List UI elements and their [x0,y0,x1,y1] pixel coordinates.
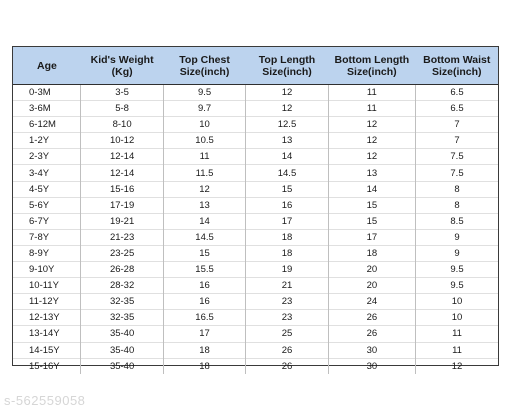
bottom-length-cell: 15 [328,197,415,213]
top-chest-cell: 18 [163,342,245,358]
top-length-cell: 12 [246,85,328,101]
bottom-length-cell: 11 [328,85,415,101]
age-cell: 8-9Y [13,245,81,261]
age-cell: 7-8Y [13,229,81,245]
bottom-waist-cell: 7 [416,133,499,149]
top-chest-cell: 12 [163,181,245,197]
weight-cell: 17-19 [81,197,163,213]
top-chest-cell: 11 [163,149,245,165]
bottom-waist-cell: 9.5 [416,278,499,294]
bottom-length-cell: 11 [328,101,415,117]
top-chest-cell: 18 [163,358,245,374]
weight-cell: 15-16 [81,181,163,197]
weight-cell: 32-35 [81,310,163,326]
age-cell: 13-14Y [13,326,81,342]
bottom-waist-cell: 7.5 [416,165,499,181]
bottom-waist-cell: 9.5 [416,262,499,278]
weight-cell: 5-8 [81,101,163,117]
bottom-length-cell: 30 [328,358,415,374]
age-cell: 11-12Y [13,294,81,310]
bottom-waist-cell: 8 [416,181,499,197]
weight-cell: 35-40 [81,342,163,358]
weight-cell: 12-14 [81,149,163,165]
top-chest-cell: 15.5 [163,262,245,278]
table-body [13,85,498,374]
weight-cell: 8-10 [81,117,163,133]
header-top-chest: Top Chest Size(inch) [163,47,245,85]
table-row [13,278,498,294]
weight-cell: 26-28 [81,262,163,278]
table-row [13,342,498,358]
bottom-waist-cell: 11 [416,342,499,358]
table-header [13,47,498,85]
top-chest-cell: 16.5 [163,310,245,326]
table-row [13,101,498,117]
bottom-length-cell: 12 [328,133,415,149]
watermark-text: s-562559058 [4,393,86,408]
bottom-length-cell: 20 [328,262,415,278]
top-chest-cell: 10.5 [163,133,245,149]
weight-cell: 32-35 [81,294,163,310]
bottom-length-cell: 24 [328,294,415,310]
top-length-cell: 19 [246,262,328,278]
table-row [13,358,498,374]
age-cell: 5-6Y [13,197,81,213]
top-length-cell: 26 [246,342,328,358]
weight-cell: 10-12 [81,133,163,149]
table-row [13,181,498,197]
top-chest-cell: 10 [163,117,245,133]
table-row [13,326,498,342]
bottom-length-cell: 20 [328,278,415,294]
weight-cell: 3-5 [81,85,163,101]
age-cell: 14-15Y [13,342,81,358]
age-cell: 12-13Y [13,310,81,326]
age-cell: 3-6M [13,101,81,117]
bottom-length-cell: 13 [328,165,415,181]
header-age: Age [13,47,81,85]
table-row [13,149,498,165]
age-cell: 6-7Y [13,213,81,229]
top-chest-cell: 16 [163,294,245,310]
table-row [13,85,498,101]
bottom-waist-cell: 8.5 [416,213,499,229]
bottom-waist-cell: 12 [416,358,499,374]
bottom-waist-cell: 6.5 [450,87,464,99]
weight-cell: 28-32 [81,278,163,294]
top-chest-cell: 16 [163,278,245,294]
bottom-length-cell: 26 [328,326,415,342]
top-length-cell: 21 [246,278,328,294]
age-cell: 3-4Y [13,165,81,181]
top-chest-cell: 15 [163,245,245,261]
bottom-length-cell: 12 [328,117,415,133]
table-row [13,245,498,261]
weight-cell: 35-40 [81,358,163,374]
age-cell: 10-11Y [13,278,81,294]
weight-cell: 19-21 [81,213,163,229]
top-chest-cell: 11.5 [163,165,245,181]
top-length-cell: 18 [246,245,328,261]
top-chest-cell: 14 [163,213,245,229]
bottom-waist-cell: 7 [416,117,499,133]
age-cell: 1-2Y [13,133,81,149]
age-cell: 15-16Y [13,358,81,374]
top-chest-cell: 9.7 [163,101,245,117]
top-length-cell: 18 [246,229,328,245]
top-chest-cell: 9.5 [163,85,245,101]
bottom-length-cell: 26 [328,310,415,326]
top-length-cell: 12 [246,101,328,117]
table-row [13,133,498,149]
age-cell: 0-3M [13,85,81,101]
top-length-cell: 12.5 [246,117,328,133]
bottom-length-cell: 18 [328,245,415,261]
top-length-cell: 25 [246,326,328,342]
bottom-waist-cell: 8 [416,197,499,213]
age-cell: 4-5Y [13,181,81,197]
table-row [13,197,498,213]
header-kids-weight: Kid's Weight (Kg) [81,47,163,85]
bottom-waist-cell: 10 [416,294,499,310]
size-table [13,47,498,374]
header-row [13,47,498,85]
top-chest-cell: 14.5 [163,229,245,245]
weight-cell: 12-14 [81,165,163,181]
weight-cell: 35-40 [81,326,163,342]
header-bottom-waist: Bottom Waist Size(inch) [416,47,499,85]
bottom-length-cell: 30 [328,342,415,358]
header-top-length: Top Length Size(inch) [246,47,328,85]
table-row [13,262,498,278]
top-length-cell: 13 [246,133,328,149]
weight-cell: 21-23 [81,229,163,245]
age-cell: 2-3Y [13,149,81,165]
bottom-length-cell: 17 [328,229,415,245]
bottom-waist-cell: 10 [416,310,499,326]
bottom-length-cell: 14 [328,181,415,197]
age-cell: 6-12M [13,117,81,133]
top-length-cell: 15 [246,181,328,197]
bottom-length-cell: 12 [328,149,415,165]
bottom-waist-cell: 7.5 [416,149,499,165]
top-length-cell: 14 [246,149,328,165]
bottom-waist-cell: 11 [416,326,499,342]
size-chart [12,46,499,372]
table-row [13,229,498,245]
bottom-waist-cell: 9 [416,245,499,261]
header-bottom-length: Bottom Length Size(inch) [328,47,415,85]
bottom-length-cell: 15 [328,213,415,229]
table-row [13,294,498,310]
table-row [13,117,498,133]
top-length-cell: 16 [246,197,328,213]
top-length-cell: 26 [246,358,328,374]
table-row [13,213,498,229]
top-length-cell: 14.5 [246,165,328,181]
top-length-cell: 23 [246,294,328,310]
top-length-cell: 17 [246,213,328,229]
bottom-waist-cell: 9 [416,229,499,245]
table-row [13,165,498,181]
table-row [13,310,498,326]
weight-cell: 23-25 [81,245,163,261]
top-chest-cell: 13 [163,197,245,213]
top-chest-cell: 17 [163,326,245,342]
age-cell: 9-10Y [13,262,81,278]
bottom-waist-cell: 6.5 [416,101,499,117]
top-length-cell: 23 [246,310,328,326]
